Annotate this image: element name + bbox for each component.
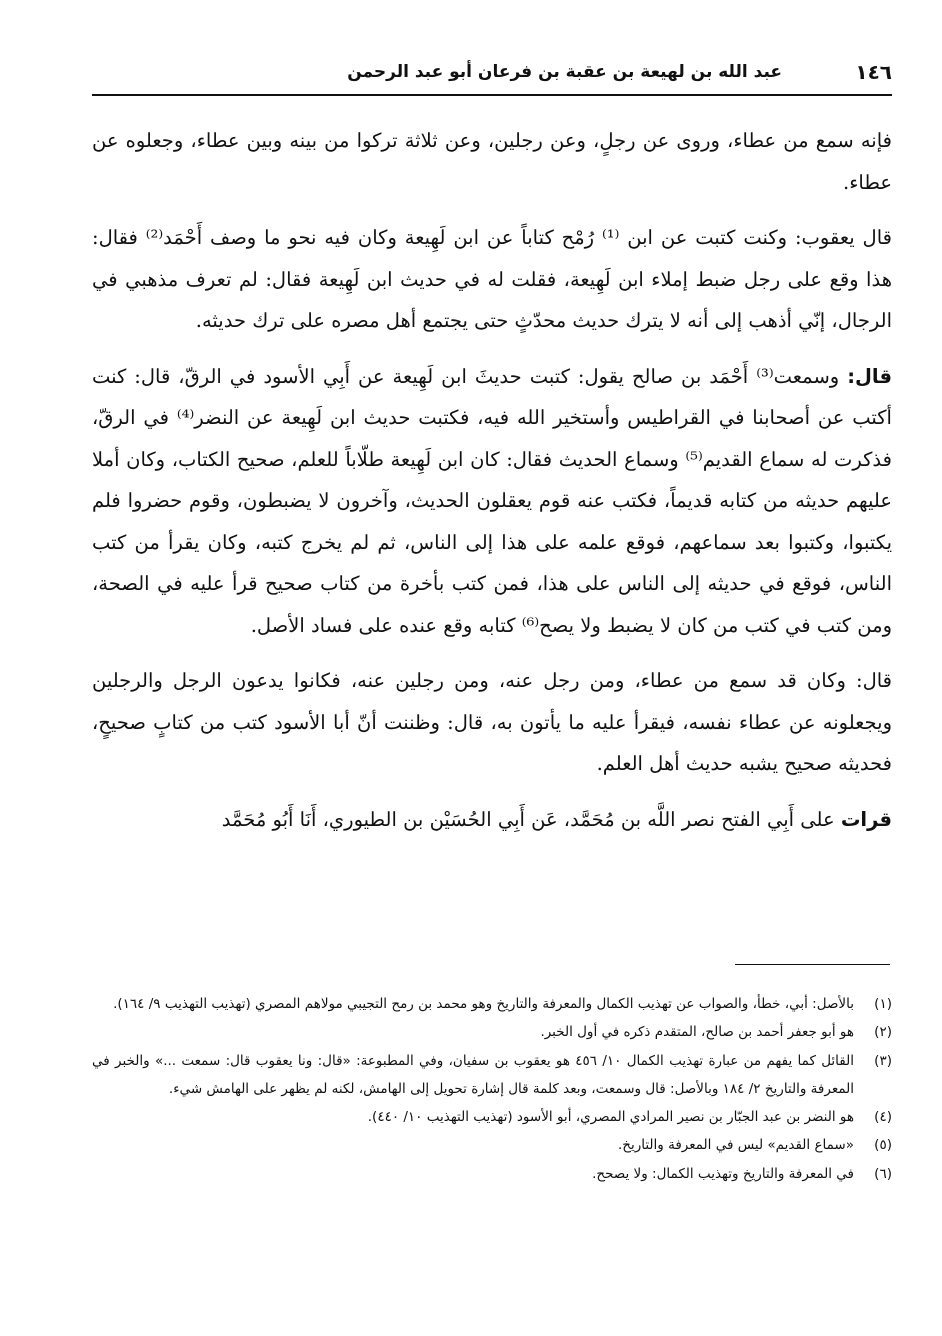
paragraph-text: قال يعقوب: وكنت كتبت عن ابن ⁽¹⁾ رُمْح كتاباً عن ابن لَهِيعة وكان فيه نحو ما وصف أَحْمَد⁽²⁾ فقال: هذا وقع على رجل ضبط إملاء ابن لَهِيعة، فقلت له في حديث ابن لَهِيعة فقال: لم تعرف مذهبي في الرجال، إنّي أذهب إلى أنه لا يترك حديث محدّثٍ حتى يجتمع أهل مصره على ترك حديثه. (92, 226, 892, 332)
footnote (92, 990, 892, 1018)
footnote-number: (٥) (874, 1137, 892, 1154)
paragraph (92, 660, 892, 785)
footnote (92, 1018, 892, 1046)
footnote-separator (735, 964, 890, 965)
paragraph (92, 799, 892, 841)
paragraph-text: على أَبِي الفتح نصر اللَّه بن مُحَمَّد، عَن أَبِي الحُسَيْن بن الطيوري، أَنَا أَبُو مُحَمَّد (221, 807, 841, 831)
paragraph (92, 120, 892, 203)
paragraph (92, 356, 892, 647)
paragraph-lead: قرات (840, 807, 892, 831)
paragraph-lead: قال: (847, 364, 892, 388)
footnote (92, 1131, 892, 1159)
footnote-text: بالأصل: أبي، خطأ، والصواب عن تهذيب الكمال والمعرفة والتاريخ وهو محمد بن رمح التجيبي مولاهم المصري (تهذيب التهذيب ٩/ ١٦٤). (113, 996, 854, 1012)
footnote-number: (١) (874, 996, 892, 1012)
footnote (92, 1047, 892, 1104)
footnote-text: هو النضر بن عبد الجبّار بن نصير المرادي المصري، أبو الأسود (تهذيب التهذيب ١٠/ ٤٤٠). (367, 1109, 854, 1126)
footnote (92, 1103, 892, 1131)
footnote-number: (٣) (874, 1052, 892, 1069)
running-head-title: عبد الله بن لهيعة بن عقبة بن فرعان أبو عبد الرحمن (347, 62, 782, 82)
footnote-text: هو أبو جعفر أحمد بن صالح، المتقدم ذكره في أول الخبر. (540, 1024, 854, 1041)
footnote-number: (٦) (874, 1165, 892, 1182)
footnote-text: القائل كما يفهم من عبارة تهذيب الكمال ١٠/ ٤٥٦ هو يعقوب بن سفيان، وفي المطبوعة: «قال: ونا يعقوب قال: سمعت ...» والخبر في المعرفة والتاريخ ٢/ ١٨٤ وبالأصل: قال وسمعت، وبعد كلمة قال إشارة تحويل إلى الهامش، لكنه لم يظهر على الهامش شيء. (92, 1052, 854, 1097)
header-rule (92, 94, 892, 96)
paragraph-text: قال: وكان قد سمع من عطاء، ومن رجل عنه، ومن رجلين عنه، فكانوا يدعون الرجل والرجلين ويجعلونه عن عطاء نفسه، فيقرأ عليه ما يأتون به، قال: وظننت أنّ أبا الأسود كتب من كتابٍ صحيحٍ، فحديثه صحيح يشبه حديث أهل العلم. (92, 669, 892, 775)
footnote-number: (٤) (874, 1109, 892, 1126)
page-number: ١٤٦ (855, 60, 892, 84)
paragraph-text: فإنه سمع من عطاء، وروى عن رجلٍ، وعن رجلين، وعن ثلاثة تركوا من بينه وبين عطاء، وجعلوه عن عطاء. (92, 129, 893, 194)
main-text (92, 120, 892, 854)
paragraph-text: وسمعت⁽³⁾ أَحْمَد بن صالح يقول: كتبت حديثَ ابن لَهِيعة عن أَبِي الأسود في الرقّ، قال: كنت أكتب عن أصحابنا في القراطيس وأستخير الله فيه، فكتبت حديث ابن لَهِيعة عن النضر⁽⁴⁾ في الرقّ، فذكرت له سماع القديم⁽⁵⁾ وسماع الحديث فقال: كان ابن لَهِيعة طلّاباً للعلم، صحيح الكتاب، وكان أملا عليهم حديثه من كتابه قديماً، فكتب عنه قوم يعقلون الحديث، وآخرون لا يضبطون، وقوم حضروا فلم يكتبوا، وكتبوا بعد سماعهم، فوقع علمه على هذا إلى الناس، ثم لم يخرج كتبه، وكان يقرأ من كتب الناس، فوقع في حديثه إلى الناس على هذا، فمن كتب بأخرة من كتاب صحيح قرأ عليه في الصحة، ومن كتب في كتب من كان لا يضبط ولا يصح⁽⁶⁾ كتابه وقع عنده على فساد الأصل. (92, 364, 892, 637)
footnote-number: (٢) (874, 1024, 892, 1041)
footnote-text: في المعرفة والتاريخ وتهذيب الكمال: ولا يصحح. (592, 1165, 854, 1182)
footnote (92, 1160, 892, 1188)
footnote-text: «سماع القديم» ليس في المعرفة والتاريخ. (617, 1137, 854, 1154)
running-head (92, 58, 892, 90)
footnotes (92, 990, 892, 1188)
paragraph (92, 217, 892, 342)
